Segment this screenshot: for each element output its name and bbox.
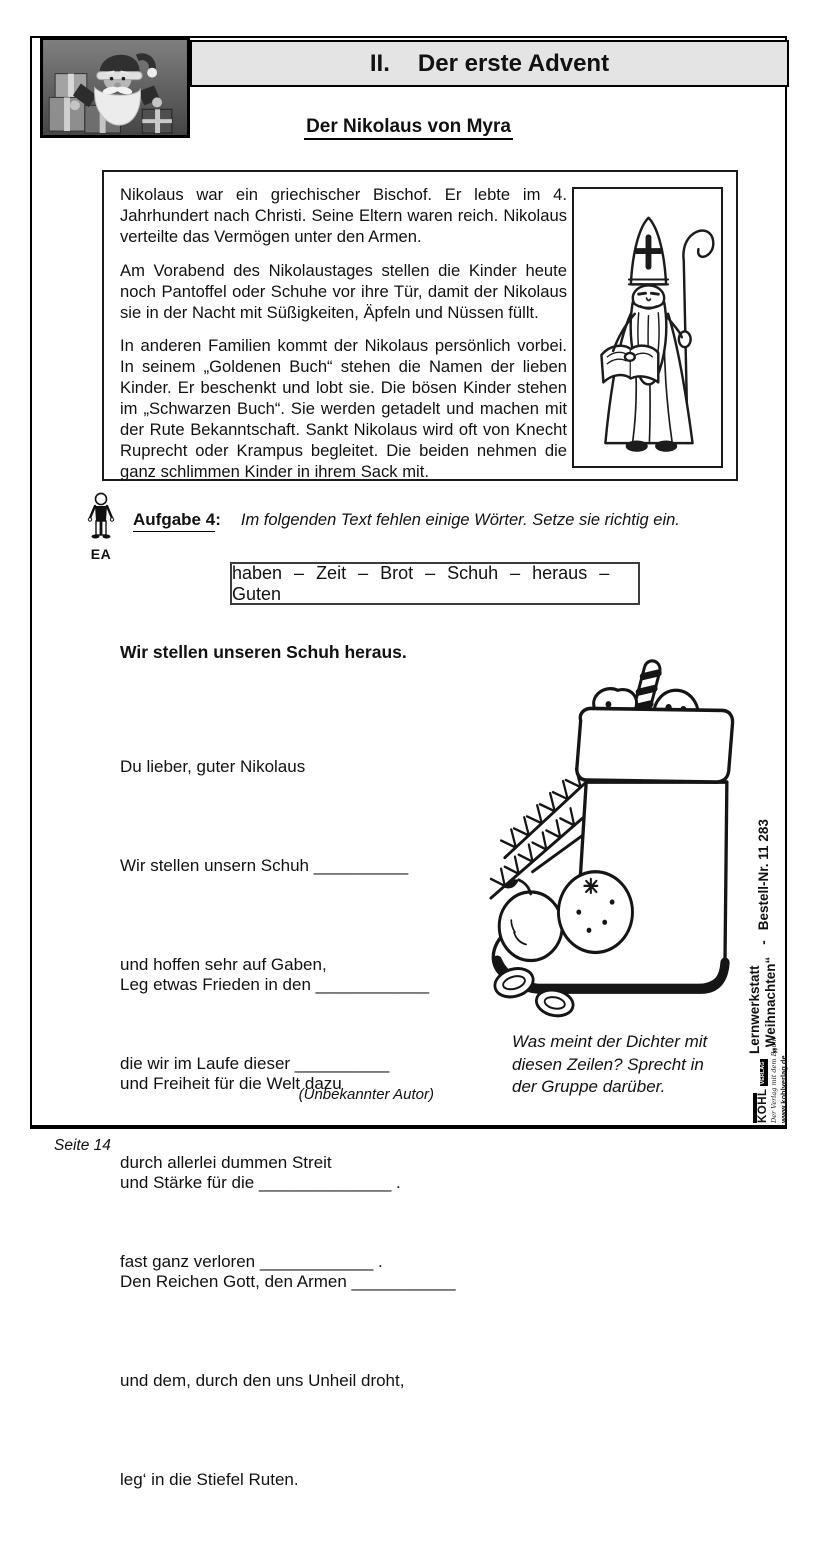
publisher-url: www.kohlverlag.de [778,1055,788,1123]
person-icon [86,492,116,540]
poem-line: und Freiheit für die Welt dazu [120,1074,342,1093]
poem-line: Du lieber, guter Nikolaus [120,757,306,776]
task-separator: : [215,510,221,529]
info-paragraph: In anderen Familien kommt der Nikolaus persönlich vorbei. In seinem „Goldenen Buch“ stehen die Namen der lieben Kinder. Er beschenkt und lobt sie. Die bösen Kinder stehen im „Schwarzen Buch“. Sie werden getadelt und machen mit der Rute Bekanntschaft. Sankt Nikolaus wird oft von Knecht Ruprecht oder Krampus begleitet. Die beiden nehmen die ganz schlimmen Kinder in ihrem Sack mit. [120,336,567,481]
poem-line: Den Reichen Gott, den Armen ___________ [120,1272,456,1291]
word-bank-box [230,562,640,605]
poem-author: (Unbekannter Autor) [298,1086,434,1103]
task-row [133,510,680,532]
poem-stanza-2 [120,902,456,1562]
info-box [102,170,738,481]
logo-text-block [753,1037,787,1123]
info-text [120,185,567,496]
poem-line: fast ganz verloren ____________ . [120,1252,383,1271]
publisher-tagline: Der Verlag mit dem Baum [770,1037,778,1123]
task-label: Aufgabe 4 [133,510,215,532]
discussion-prompt: Was meint der Dichter mit diesen Zeilen? Sprecht in der Gruppe darüber. [512,1032,708,1096]
poem-heading: Wir stellen unseren Schuh heraus. [120,642,407,662]
poem-line: leg‘ in die Stiefel Ruten. [120,1470,299,1489]
nicholas-boot-illustration [440,658,750,1016]
page-number-label: Seite 14 [54,1137,111,1154]
info-paragraph: Nikolaus war ein griechischer Bischof. Er lebte im 4. Jahrhundert nach Christi. Seine Eltern waren reich. Nikolaus verteilte das Vermögen unter den Armen. [120,185,567,246]
series-separator: - [755,940,771,945]
boot-with-sweets-drawing [440,658,750,1016]
poem-line: die wir im Laufe dieser __________ [120,1054,390,1073]
page-subtitle: Der Nikolaus von Myra [304,116,513,140]
section-title: Der erste Advent [417,49,610,77]
poem-line: und dem, durch den uns Unheil droht, [120,1371,405,1390]
series-title-line1: Lernwerkstatt [747,965,762,1054]
logo-name-row [758,1037,770,1123]
poem-line: und hoffen sehr auf Gaben, [120,955,327,974]
poem-line: durch allerlei dummen Streit [120,1153,332,1172]
st-nicholas-illustration [574,189,721,466]
publisher-suffix: VERLAG [760,1061,766,1085]
publisher-name: KOHL [757,1088,769,1123]
social-form-label: EA [90,546,112,562]
section-numeral: II. [369,49,390,77]
section-title-bar [190,40,789,87]
task-instruction: Im folgenden Text fehlen einige Wörter. Setze sie richtig ein. [240,511,680,529]
info-paragraph: Am Vorabend des Nikolaustages stellen die Kinder heute noch Pantoffel oder Schuhe vor ihre Tür, damit der Nikolaus sie in der Nacht mit Süßigkeiten, Äpfeln und Nüssen füllt. [120,260,567,322]
social-form-block [82,492,120,562]
poem-line: Leg etwas Frieden in den ____________ [120,975,430,994]
santa-with-gifts-picture [43,40,187,135]
word-bank-words: haben – Zeit – Brot – Schuh – heraus – Guten [232,562,610,604]
order-number: Bestell-Nr. 11 283 [755,819,771,931]
series-title-line2: „Weihnachten“ [763,956,778,1054]
santa-photo-image [40,37,190,138]
st-nicholas-illustration-box [572,187,723,468]
poem-line: Wir stellen unsern Schuh __________ [120,856,409,875]
margin-series-info [746,819,780,1054]
poem-line: und Stärke für die ______________ . [120,1173,401,1192]
kohl-verlag-logo [737,1037,788,1126]
